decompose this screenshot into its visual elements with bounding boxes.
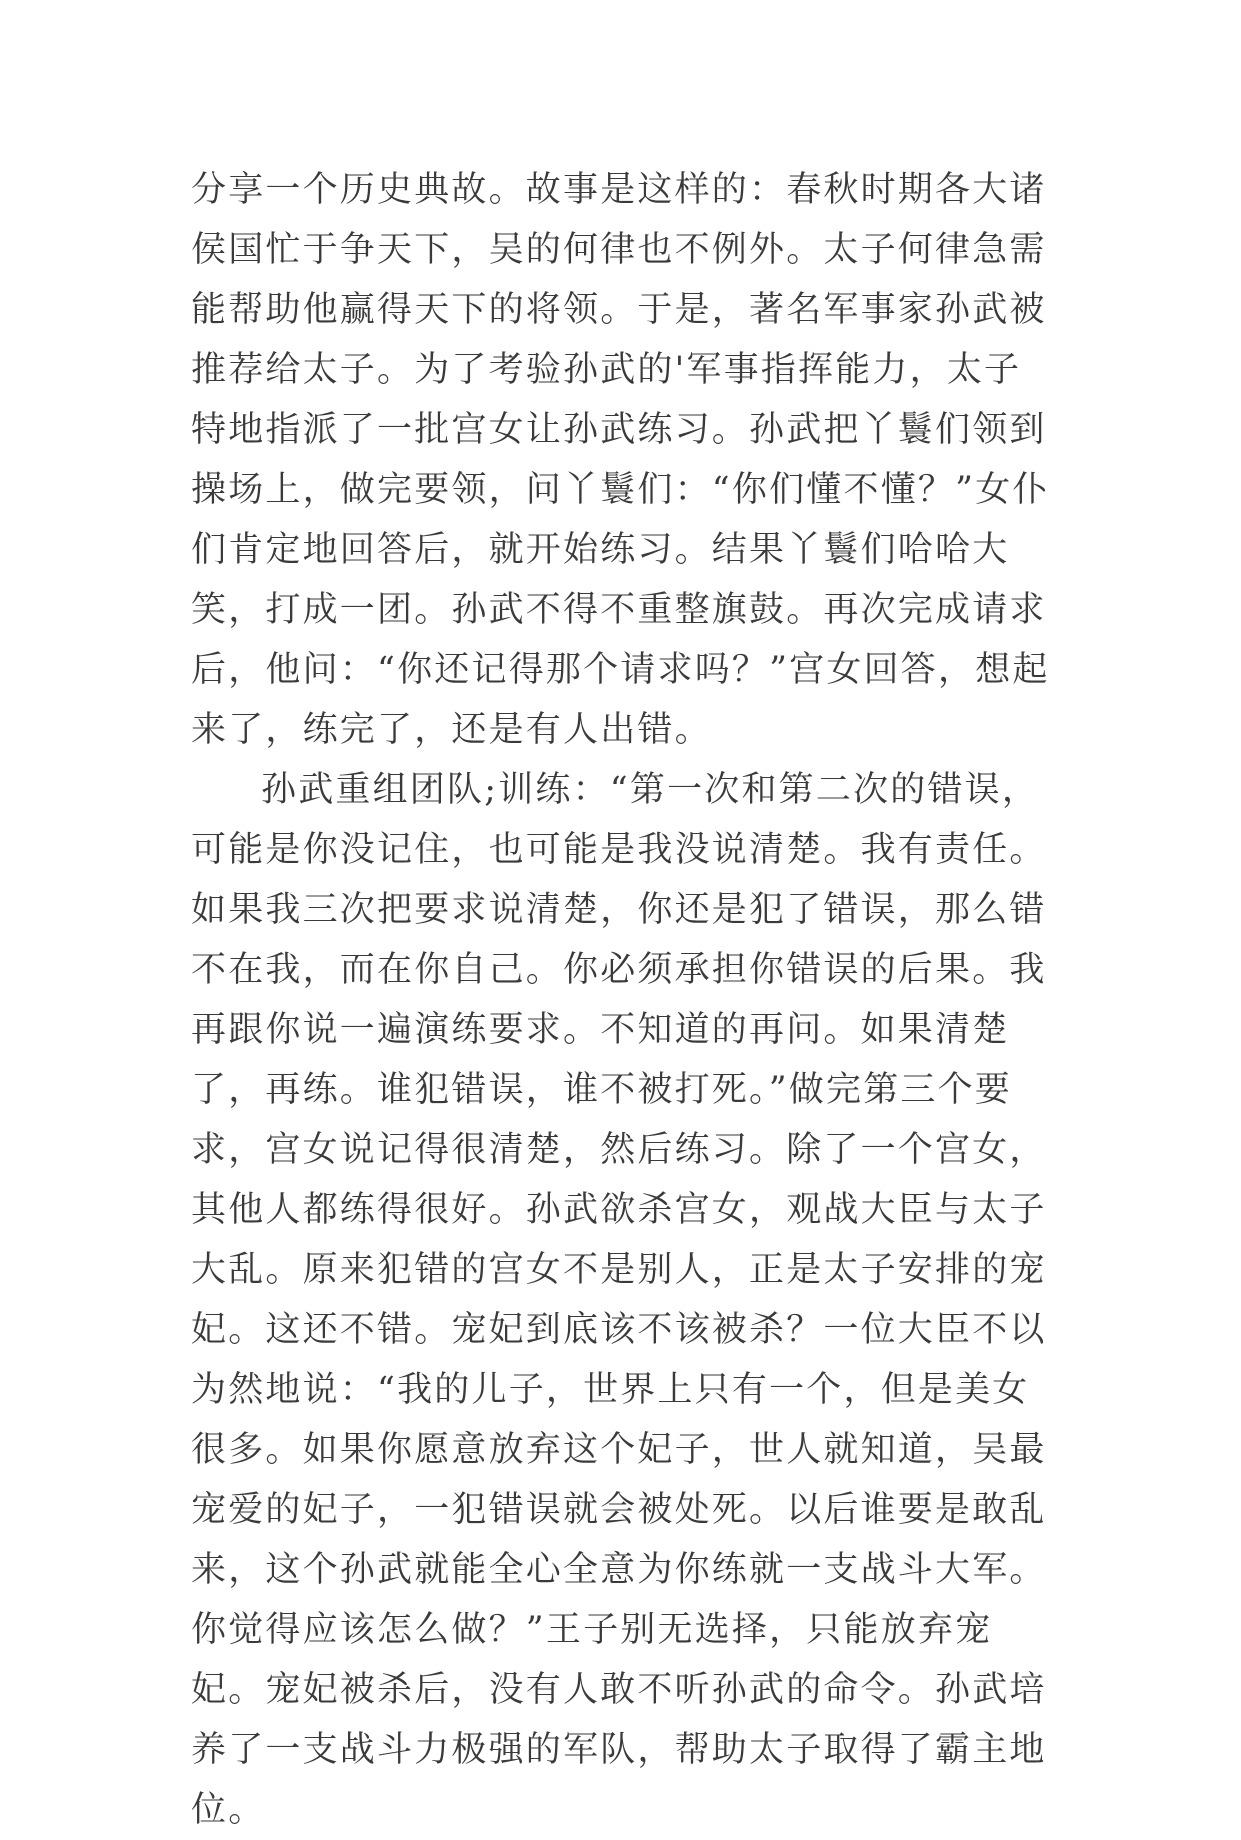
body-text (191, 160, 1051, 1840)
paragraph-1: 分享一个历史典故。故事是这样的：春秋时期各大诸侯国忙于争天下，吴的何律也不例外。太子何律急需能帮助他赢得天下的将领。于是，著名军事家孙武被推荐给太子。为了考验孙武的'军事指挥能力，太子特地指派了一批宫女让孙武练习。孙武把丫鬟们领到操场上，做完要领，问丫鬟们：“你们懂不懂？”女仆们肯定地回答后，就开始练习。结果丫鬟们哈哈大笑，打成一团。孙武不得不重整旗鼓。再次完成请求后，他问：“你还记得那个请求吗？”宫女回答，想起来了，练完了，还是有人出错。 (191, 170, 1050, 750)
paragraph-2: 孙武重组团队;训练：“第一次和第二次的错误，可能是你没记住，也可能是我没说清楚。我有责任。如果我三次把要求说清楚，你还是犯了错误，那么错不在我，而在你自己。你必须承担你错误的后果。我再跟你说一遍演练要求。不知道的再问。如果清楚了，再练。谁犯错误，谁不被打死。”做完第三个要求，宫女说记得很清楚，然后练习。除了一个宫女，其他人都练得很好。孙武欲杀宫女，观战大臣与太子大乱。原来犯错的宫女不是别人，正是太子安排的宠妃。这还不错。宠妃到底该不该被杀？一位大臣不以为然地说：“我的儿子，世界上只有一个，但是美女很多。如果你愿意放弃这个妃子，世人就知道，吴最宠爱的妃子，一犯错误就会被处死。以后谁要是敢乱来，这个孙武就能全心全意为你练就一支战斗大军。你觉得应该怎么做？”王子别无选择，只能放弃宠妃。宠妃被杀后，没有人敢不听孙武的命令。孙武培养了一支战斗力极强的军队，帮助太子取得了霸主地位。 (191, 770, 1047, 1830)
